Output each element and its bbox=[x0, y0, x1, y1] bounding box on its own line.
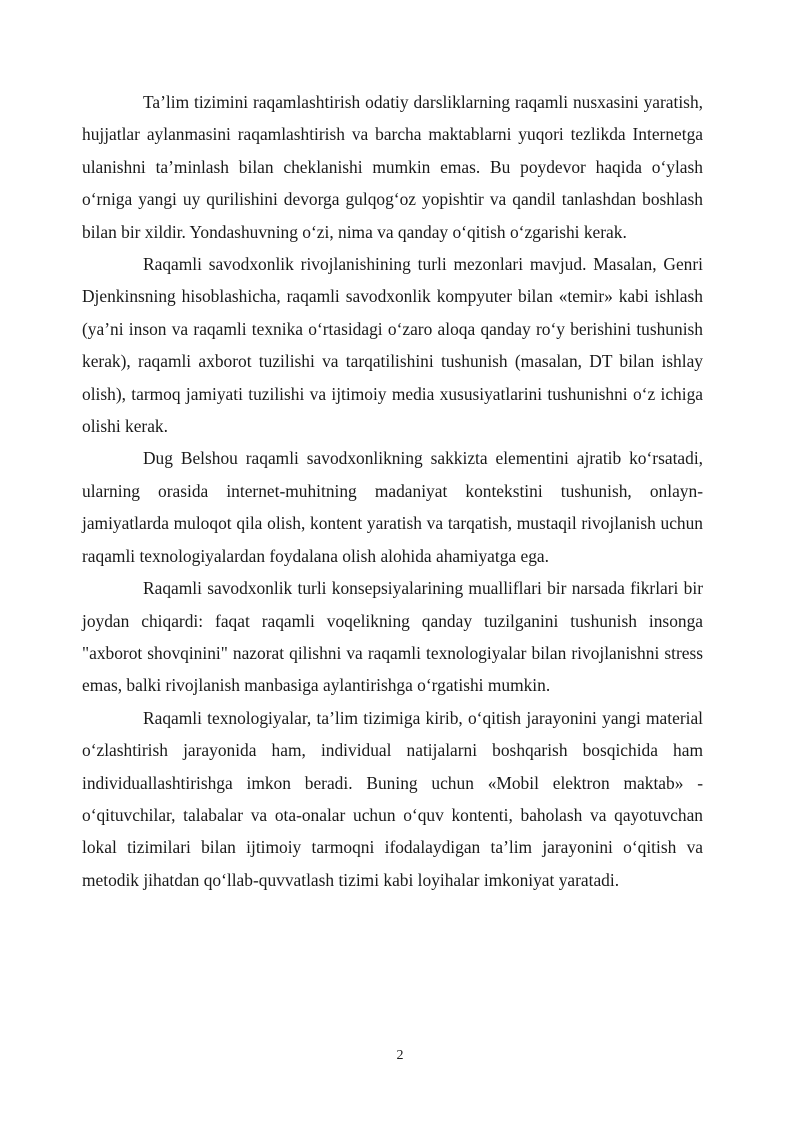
paragraph-4: Raqamli savodxonlik turli konsepsiyalarining mualliflari bir narsada fikrlari bir joydan chiqardi: faqat raqamli voqelikning qanday tuzilganini tushunish insonga "axborot shovqinini" nazorat qilishni va raqamli texnologiyalar bilan rivojlanishni stress emas, balki rivojlanish manbasiga aylantirishga o‘rgatishi mumkin. bbox=[82, 578, 703, 696]
paragraph-1: Ta’lim tizimini raqamlashtirish odatiy darsliklarning raqamli nusxasini yaratish, hujjatlar aylanmasini raqamlashtirish va barcha maktablarni yuqori tezlikda Internetga ulanishni ta’minlash bilan cheklanishi mumkin emas. Bu poydevor haqida o‘ylash o‘rniga yangi uy qurilishini devorga gulqog‘oz yopishtir va qandil tanlashdan boshlash bilan bir xildir. Yondashuvning o‘zi, nima va qanday o‘qitish o‘zgarishi kerak. bbox=[82, 92, 703, 242]
paragraph-2: Raqamli savodxonlik rivojlanishining turli mezonlari mavjud. Masalan, Genri Djenkinsning hisoblashicha, raqamli savodxonlik kompyuter bilan «temir» kabi ishlash (ya’ni inson va raqamli texnika o‘rtasidagi o‘zaro aloqa qanday ro‘y berishini tushunish kerak), raqamli axborot tuzilishi va tarqatilishini tushunish (masalan, DT bilan ishlay olish), tarmoq jamiyati tuzilishi va ijtimoiy media xususiyatlarini tushunishni o‘z ichiga olishi kerak. bbox=[82, 254, 703, 437]
body-text bbox=[82, 86, 703, 896]
page-number: 2 bbox=[396, 1048, 404, 1063]
paragraph-5: Raqamli texnologiyalar, ta’lim tizimiga kirib, o‘qitish jarayonini yangi material o‘zlashtirish jarayonida ham, individual natijalarni boshqarish bosqichida ham individuallashtirishga imkon beradi. Buning uchun «Mobil elektron maktab» - o‘qituvchilar, talabalar va ota-onalar uchun o‘quv kontenti, baholash va qayotuvchan lokal tizimilari bilan ijtimoiy tarmoqni ifodalaydigan ta’lim jarayonini o‘qitish va metodik jihatdan qo‘llab-quvvatlash tizimi kabi loyihalar imkoniyat yaratadi. bbox=[82, 707, 703, 890]
paragraph-3: Dug Belshou raqamli savodxonlikning sakkizta elementini ajratib ko‘rsatadi, ularning orasida internet-muhitning madaniyat kontekstini tushunish, onlayn-jamiyatlarda muloqot qila olish, kontent yaratish va tarqatish, mustaqil rivojlanish uchun raqamli texnologiyalardan foydalana olish alohida ahamiyatga ega. bbox=[82, 448, 703, 566]
